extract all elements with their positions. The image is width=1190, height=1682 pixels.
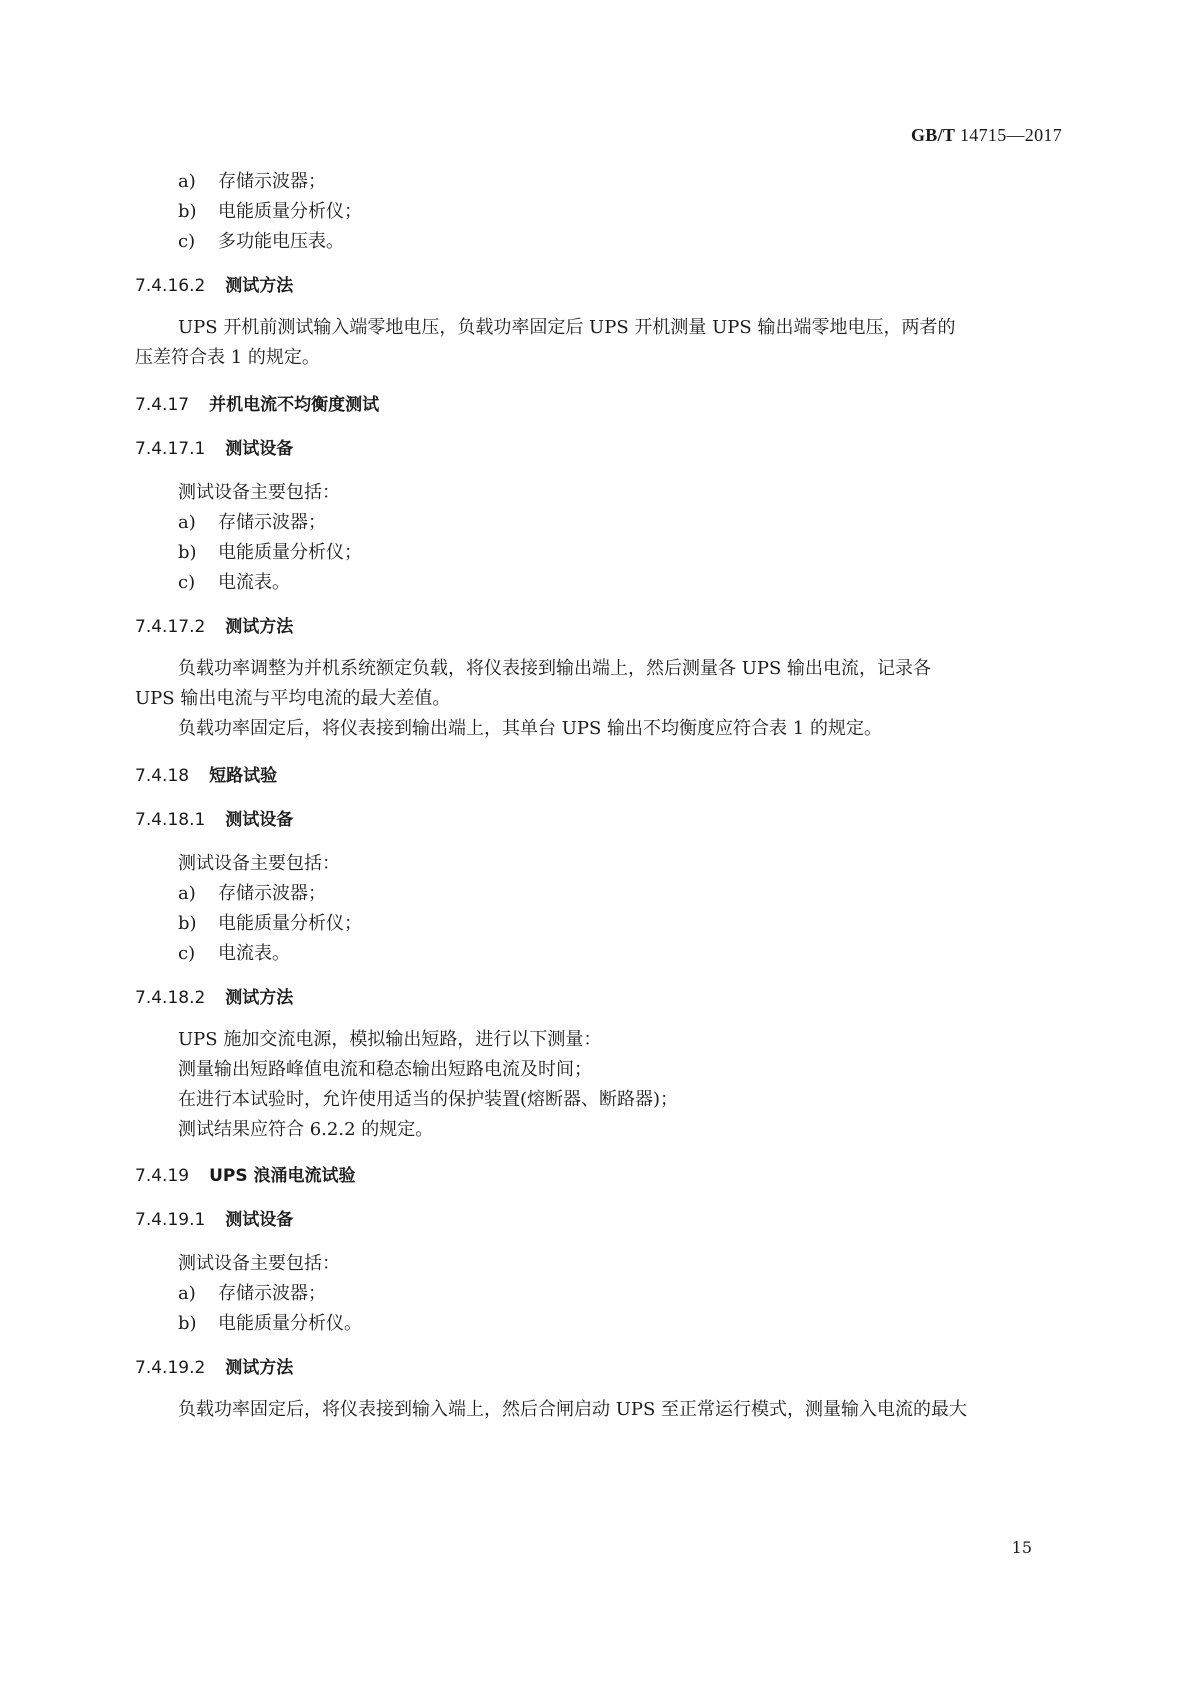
- standard-code-prefix: GB/T: [910, 125, 956, 145]
- section-number: 7.4.19.1: [135, 1210, 206, 1230]
- paragraph-line: 测量输出短路峰值电流和稳态输出短路电流及时间；: [178, 1059, 592, 1080]
- list-marker: b): [178, 542, 197, 563]
- list-text: 存储示波器；: [218, 512, 326, 533]
- section-heading: [135, 437, 293, 461]
- list-item: [178, 511, 326, 535]
- paragraph-line: 测试设备主要包括：: [178, 1253, 340, 1274]
- section-heading: [135, 1356, 293, 1380]
- paragraph-line: UPS 施加交流电源，模拟输出短路，进行以下测量：: [178, 1029, 602, 1050]
- list-marker: c): [178, 572, 196, 593]
- section-title: 测试方法: [225, 617, 294, 637]
- section-heading: [135, 764, 277, 788]
- paragraph-line: 测试结果应符合 6.2.2 的规定。: [178, 1119, 434, 1140]
- section-number: 7.4.17.1: [135, 439, 206, 459]
- list-item: [178, 170, 326, 194]
- list-marker: b): [178, 913, 197, 934]
- section-title: 并机电流不均衡度测试: [209, 395, 380, 415]
- list-item: [178, 571, 290, 595]
- section-title: 测试设备: [225, 1210, 294, 1230]
- section-heading: [135, 986, 293, 1010]
- section-heading: [135, 393, 379, 417]
- section-number: 7.4.19.2: [135, 1358, 206, 1378]
- section-number: 7.4.16.2: [135, 276, 206, 296]
- section-heading: [135, 808, 293, 832]
- paragraph-line: 压差符合表 1 的规定。: [135, 347, 320, 368]
- list-text: 存储示波器；: [218, 171, 326, 192]
- section-title: UPS 浪涌电流试验: [209, 1166, 356, 1186]
- list-text: 电能质量分析仪；: [218, 542, 362, 563]
- paragraph-line: 在进行本试验时，允许使用适当的保护装置(熔断器、断路器)；: [178, 1089, 679, 1110]
- list-marker: c): [178, 943, 196, 964]
- list-text: 电能质量分析仪；: [218, 201, 362, 222]
- standard-code: [911, 125, 1062, 146]
- list-text: 存储示波器；: [218, 1283, 326, 1304]
- list-marker: a): [178, 1283, 196, 1304]
- list-text: 电能质量分析仪。: [218, 1313, 362, 1334]
- section-title: 测试方法: [225, 1358, 294, 1378]
- paragraph-line: 负载功率固定后，将仪表接到输出端上，其单台 UPS 输出不均衡度应符合表 1 的规定。: [178, 718, 882, 739]
- list-text: 电流表。: [218, 572, 290, 593]
- paragraph-line: 测试设备主要包括：: [178, 853, 340, 874]
- list-item: [178, 1312, 362, 1336]
- page-number: 15: [1011, 1538, 1032, 1557]
- section-number: 7.4.18: [135, 766, 190, 786]
- list-item: [178, 912, 362, 936]
- list-text: 电流表。: [218, 943, 290, 964]
- paragraph-line: 负载功率固定后，将仪表接到输入端上，然后合闸启动 UPS 至正常运行模式，测量输入电流的最大: [178, 1399, 968, 1420]
- section-title: 测试方法: [225, 988, 294, 1008]
- section-heading: [135, 615, 293, 639]
- list-item: [178, 882, 326, 906]
- list-item: [178, 1282, 326, 1306]
- list-marker: a): [178, 171, 196, 192]
- section-number: 7.4.17.2: [135, 617, 206, 637]
- list-item: [178, 541, 362, 565]
- section-number: 7.4.18.1: [135, 810, 206, 830]
- list-marker: a): [178, 512, 196, 533]
- list-marker: a): [178, 883, 196, 904]
- section-heading: [135, 1164, 356, 1188]
- section-heading: [135, 1208, 293, 1232]
- list-text: 电能质量分析仪；: [218, 913, 362, 934]
- section-title: 测试设备: [225, 439, 294, 459]
- section-title: 测试方法: [225, 276, 294, 296]
- list-item: [178, 230, 344, 254]
- list-marker: c): [178, 231, 196, 252]
- paragraph-line: UPS 开机前测试输入端零地电压，负载功率固定后 UPS 开机测量 UPS 输出端零地电压，两者的: [178, 317, 956, 338]
- standard-code-number: 14715—2017: [960, 125, 1062, 145]
- section-number: 7.4.17: [135, 395, 190, 415]
- section-title: 测试设备: [225, 810, 294, 830]
- section-title: 短路试验: [209, 766, 278, 786]
- list-item: [178, 942, 290, 966]
- list-marker: b): [178, 201, 197, 222]
- list-text: 多功能电压表。: [218, 231, 344, 252]
- list-item: [178, 200, 362, 224]
- paragraph-line: 测试设备主要包括：: [178, 482, 340, 503]
- section-heading: [135, 274, 293, 298]
- paragraph-line: 负载功率调整为并机系统额定负载，将仪表接到输出端上，然后测量各 UPS 输出电流，记录各: [178, 658, 932, 679]
- section-number: 7.4.19: [135, 1166, 190, 1186]
- section-number: 7.4.18.2: [135, 988, 206, 1008]
- list-text: 存储示波器；: [218, 883, 326, 904]
- list-marker: b): [178, 1313, 197, 1334]
- paragraph-line: UPS 输出电流与平均电流的最大差值。: [135, 688, 451, 709]
